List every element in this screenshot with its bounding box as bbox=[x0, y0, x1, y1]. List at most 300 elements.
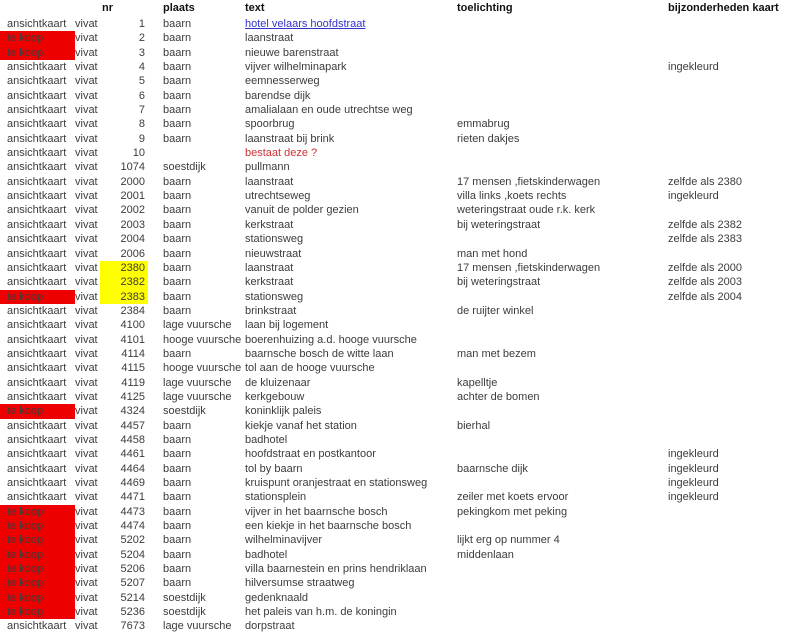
nr-cell: 2382 bbox=[100, 275, 148, 289]
bijzonderheden-cell bbox=[666, 562, 799, 576]
type-cell: ansichtkaart bbox=[7, 261, 67, 274]
brand-cell: vivat bbox=[75, 477, 98, 489]
nr-cell: 6 bbox=[138, 89, 145, 102]
toelichting-cell: bij weteringstraat bbox=[457, 276, 541, 289]
type-cell: ansichtkaart bbox=[7, 620, 67, 633]
table-row bbox=[0, 189, 799, 203]
text-cell bbox=[243, 476, 455, 490]
table-row bbox=[0, 203, 799, 217]
toelichting-cell: middenlaan bbox=[457, 548, 514, 561]
toelichting-cell bbox=[455, 74, 666, 88]
type-cell: ansichtkaart bbox=[7, 18, 67, 30]
text-cell bbox=[243, 218, 455, 232]
text-cell bbox=[243, 591, 455, 605]
plaats-cell: baarn bbox=[163, 247, 192, 260]
text-cell bbox=[243, 203, 455, 217]
text-cell bbox=[243, 562, 455, 576]
nr-cell: 4101 bbox=[120, 333, 145, 346]
table-row bbox=[0, 505, 799, 519]
toelichting-cell: emmabrug bbox=[457, 118, 510, 131]
text-cell bbox=[243, 46, 455, 60]
nr-cell: 2 bbox=[138, 32, 145, 45]
plaats-cell: baarn bbox=[163, 347, 192, 360]
brand-cell: vivat bbox=[75, 118, 98, 131]
bijzonderheden-cell bbox=[666, 146, 799, 160]
text-value: laanstraat bbox=[245, 261, 294, 274]
nr-cell: 4 bbox=[138, 61, 145, 74]
text-cell bbox=[243, 347, 455, 361]
nr-cell: 9 bbox=[138, 132, 145, 145]
toelichting-cell bbox=[455, 605, 666, 619]
plaats-cell: baarn bbox=[163, 505, 192, 518]
bijzonderheden-cell bbox=[666, 390, 799, 404]
table-row bbox=[0, 46, 799, 60]
header-type bbox=[0, 0, 75, 17]
text-cell bbox=[243, 533, 455, 547]
nr-cell: 4457 bbox=[120, 419, 145, 432]
nr-cell: 2001 bbox=[120, 190, 145, 203]
type-cell: ansichtkaart bbox=[7, 175, 67, 188]
table-row bbox=[0, 74, 799, 88]
type-cell: ansichtkaart bbox=[7, 333, 67, 346]
text-value: dorpstraat bbox=[245, 620, 295, 633]
bijzonderheden-cell bbox=[666, 433, 799, 447]
text-value: stationsweg bbox=[245, 233, 304, 246]
brand-cell: vivat bbox=[75, 620, 98, 633]
text-value: vijver wilhelminapark bbox=[245, 61, 347, 74]
text-value: een kiekje in het baarnsche bosch bbox=[245, 520, 412, 533]
nr-cell: 4119 bbox=[121, 376, 145, 389]
toelichting-cell bbox=[455, 17, 666, 31]
type-cell: ansichtkaart bbox=[7, 89, 67, 102]
plaats-cell: baarn bbox=[163, 118, 192, 131]
plaats-cell: baarn bbox=[163, 190, 192, 203]
plaats-cell: baarn bbox=[163, 104, 192, 117]
text-value: kiekje vanaf het station bbox=[245, 419, 357, 432]
plaats-cell: baarn bbox=[163, 204, 192, 217]
text-value: pullmann bbox=[245, 161, 290, 174]
bijzonderheden-cell: zelfde als 2380 bbox=[668, 175, 742, 188]
nr-cell: 5214 bbox=[120, 591, 145, 604]
text-cell bbox=[243, 433, 455, 447]
header-nr: nr bbox=[102, 2, 113, 14]
toelichting-cell bbox=[455, 404, 666, 418]
nr-cell: 2006 bbox=[120, 247, 145, 260]
nr-cell: 8 bbox=[138, 118, 145, 131]
text-cell bbox=[243, 160, 455, 174]
toelichting-cell: 17 mensen ,fietskinderwagen bbox=[457, 175, 601, 188]
toelichting-cell bbox=[455, 290, 666, 304]
text-value: spoorbrug bbox=[245, 118, 295, 131]
table-row bbox=[0, 160, 799, 174]
text-cell bbox=[243, 576, 455, 590]
bijzonderheden-cell bbox=[666, 160, 799, 174]
text-value: tol by baarn bbox=[245, 462, 303, 475]
plaats-cell: baarn bbox=[163, 18, 192, 30]
brand-cell: vivat bbox=[75, 261, 98, 274]
nr-cell: 2000 bbox=[120, 175, 145, 188]
header-bijzonderheden: bijzonderheden kaart bbox=[668, 2, 779, 14]
nr-cell: 1074 bbox=[120, 161, 145, 174]
table-row bbox=[0, 433, 799, 447]
text-cell bbox=[243, 117, 455, 131]
brand-cell: vivat bbox=[75, 290, 98, 303]
brand-cell: vivat bbox=[75, 491, 98, 504]
text-value: boerenhuizing a.d. hooge vuursche bbox=[245, 333, 417, 346]
text-cell bbox=[243, 390, 455, 404]
text-cell bbox=[243, 505, 455, 519]
bijzonderheden-cell bbox=[666, 519, 799, 533]
type-cell: te koop bbox=[0, 591, 75, 605]
plaats-cell: baarn bbox=[163, 290, 192, 303]
toelichting-cell bbox=[455, 232, 666, 246]
toelichting-cell: lijkt erg op nummer 4 bbox=[457, 534, 560, 547]
nr-cell: 5236 bbox=[120, 606, 145, 619]
toelichting-cell bbox=[455, 160, 666, 174]
table-row bbox=[0, 247, 799, 261]
nr-cell: 5202 bbox=[120, 534, 145, 547]
plaats-cell: baarn bbox=[163, 563, 192, 576]
brand-cell: vivat bbox=[75, 548, 98, 561]
text-value: laanstraat bbox=[245, 175, 294, 188]
table-row bbox=[0, 103, 799, 117]
brand-cell: vivat bbox=[75, 75, 98, 88]
brand-cell: vivat bbox=[75, 390, 98, 403]
text-value: baarnsche bosch de witte laan bbox=[245, 347, 394, 360]
plaats-cell: lage vuursche bbox=[163, 390, 232, 403]
plaats-cell bbox=[148, 146, 243, 160]
table-row bbox=[0, 476, 799, 490]
nr-cell: 2383 bbox=[100, 290, 148, 304]
text-value: utrechtseweg bbox=[245, 190, 311, 203]
type-cell: ansichtkaart bbox=[7, 433, 67, 446]
table-row bbox=[0, 419, 799, 433]
toelichting-cell bbox=[455, 619, 666, 633]
brand-cell: vivat bbox=[75, 505, 98, 518]
brand-cell: vivat bbox=[75, 104, 98, 117]
type-cell: ansichtkaart bbox=[7, 247, 67, 260]
nr-cell: 4461 bbox=[120, 448, 145, 461]
table-row bbox=[0, 462, 799, 476]
nr-cell: 5206 bbox=[120, 563, 145, 576]
plaats-cell: lage vuursche bbox=[163, 620, 232, 633]
brand-cell: vivat bbox=[75, 276, 98, 289]
text-cell bbox=[243, 490, 455, 504]
brand-cell: vivat bbox=[75, 161, 98, 174]
toelichting-cell bbox=[455, 60, 666, 74]
plaats-cell: baarn bbox=[163, 32, 192, 45]
table-row bbox=[0, 117, 799, 131]
table-row bbox=[0, 533, 799, 547]
toelichting-cell bbox=[455, 333, 666, 347]
type-cell: ansichtkaart bbox=[7, 376, 67, 389]
text-cell bbox=[243, 619, 455, 633]
type-cell: te koop bbox=[0, 605, 75, 619]
toelichting-cell: villa links ,koets rechts bbox=[457, 190, 567, 203]
text-cell bbox=[243, 31, 455, 45]
toelichting-cell bbox=[455, 318, 666, 332]
type-cell: ansichtkaart bbox=[7, 319, 67, 332]
header-toelichting: toelichting bbox=[457, 2, 513, 14]
bijzonderheden-cell bbox=[666, 333, 799, 347]
type-cell: te koop bbox=[0, 576, 75, 590]
text-cell bbox=[243, 548, 455, 562]
type-cell: te koop bbox=[0, 31, 75, 45]
text-value: wilhelminavijver bbox=[245, 534, 323, 547]
nr-cell: 2384 bbox=[120, 304, 145, 317]
toelichting-cell: achter de bomen bbox=[457, 390, 540, 403]
bijzonderheden-cell bbox=[666, 89, 799, 103]
toelichting-cell bbox=[455, 562, 666, 576]
text-cell bbox=[243, 60, 455, 74]
toelichting-cell bbox=[455, 447, 666, 461]
type-cell: ansichtkaart bbox=[7, 304, 67, 317]
nr-cell: 7 bbox=[138, 104, 145, 117]
header-row bbox=[0, 0, 799, 17]
nr-cell: 7673 bbox=[120, 620, 145, 633]
plaats-cell: baarn bbox=[163, 304, 192, 317]
table-row bbox=[0, 490, 799, 504]
toelichting-cell bbox=[455, 31, 666, 45]
table-row bbox=[0, 591, 799, 605]
brand-cell: vivat bbox=[75, 175, 98, 188]
bijzonderheden-cell bbox=[666, 117, 799, 131]
text-cell bbox=[243, 304, 455, 318]
text-value: badhotel bbox=[245, 548, 288, 561]
toelichting-cell: bierhal bbox=[457, 419, 491, 432]
bijzonderheden-cell bbox=[666, 505, 799, 519]
text-value: stationsweg bbox=[245, 290, 304, 303]
text-cell bbox=[243, 447, 455, 461]
plaats-cell: baarn bbox=[163, 218, 192, 231]
plaats-cell: baarn bbox=[163, 132, 192, 145]
toelichting-cell bbox=[455, 103, 666, 117]
table-row bbox=[0, 318, 799, 332]
plaats-cell: baarn bbox=[163, 276, 192, 289]
brand-cell: vivat bbox=[75, 591, 98, 604]
type-cell: ansichtkaart bbox=[7, 204, 67, 217]
text-cell bbox=[243, 189, 455, 203]
bijzonderheden-cell bbox=[666, 74, 799, 88]
text-value: brinkstraat bbox=[245, 304, 297, 317]
bijzonderheden-cell: ingekleurd bbox=[668, 190, 719, 203]
type-cell: ansichtkaart bbox=[7, 218, 67, 231]
bijzonderheden-cell bbox=[666, 17, 799, 31]
toelichting-cell: man met bezem bbox=[457, 347, 536, 360]
text-value: kerkstraat bbox=[245, 276, 294, 289]
type-cell: ansichtkaart bbox=[7, 448, 67, 461]
text-cell bbox=[243, 462, 455, 476]
text-cell bbox=[243, 103, 455, 117]
plaats-cell: hooge vuursche bbox=[163, 362, 242, 375]
text-cell bbox=[243, 519, 455, 533]
type-cell: te koop bbox=[0, 505, 75, 519]
type-cell: ansichtkaart bbox=[7, 104, 67, 117]
type-cell: ansichtkaart bbox=[7, 75, 67, 88]
table-row bbox=[0, 390, 799, 404]
text-value: eemnesserweg bbox=[245, 75, 320, 88]
text-cell bbox=[243, 232, 455, 246]
toelichting-cell: zeiler met koets ervoor bbox=[457, 491, 569, 504]
brand-cell: vivat bbox=[75, 333, 98, 346]
table-row bbox=[0, 89, 799, 103]
bijzonderheden-cell bbox=[666, 548, 799, 562]
text-value: villa baarnestein en prins hendriklaan bbox=[245, 563, 427, 576]
text-value: hilversumse straatweg bbox=[245, 577, 355, 590]
bijzonderheden-cell bbox=[666, 576, 799, 590]
plaats-cell: baarn bbox=[163, 491, 192, 504]
brand-cell: vivat bbox=[75, 89, 98, 102]
text-value: hoofdstraat en postkantoor bbox=[245, 448, 376, 461]
text-cell bbox=[243, 17, 455, 31]
table-row bbox=[0, 519, 799, 533]
bijzonderheden-cell bbox=[666, 376, 799, 390]
text-cell bbox=[243, 376, 455, 390]
bijzonderheden-cell bbox=[666, 132, 799, 146]
text-value: nieuwe barenstraat bbox=[245, 46, 339, 59]
plaats-cell: soestdijk bbox=[163, 591, 206, 604]
plaats-cell: hooge vuursche bbox=[163, 333, 242, 346]
brand-cell: vivat bbox=[75, 577, 98, 590]
header-plaats: plaats bbox=[163, 2, 195, 14]
type-cell: ansichtkaart bbox=[7, 491, 67, 504]
brand-cell: vivat bbox=[75, 362, 98, 375]
toelichting-cell bbox=[455, 576, 666, 590]
toelichting-cell: 17 mensen ,fietskinderwagen bbox=[457, 261, 601, 274]
type-cell: te koop bbox=[0, 46, 75, 60]
bijzonderheden-cell bbox=[666, 247, 799, 261]
nr-cell: 4474 bbox=[120, 520, 145, 533]
text-cell bbox=[243, 275, 455, 289]
type-cell: ansichtkaart bbox=[7, 132, 67, 145]
nr-cell: 4473 bbox=[120, 505, 145, 518]
type-cell: ansichtkaart bbox=[7, 390, 67, 403]
table-row bbox=[0, 347, 799, 361]
toelichting-cell: de ruijter winkel bbox=[457, 304, 534, 317]
plaats-cell: baarn bbox=[163, 75, 192, 88]
nr-cell: 2380 bbox=[100, 261, 148, 275]
brand-cell: vivat bbox=[75, 61, 98, 74]
table-row bbox=[0, 361, 799, 375]
brand-cell: vivat bbox=[75, 233, 98, 246]
brand-cell: vivat bbox=[75, 563, 98, 576]
table-row bbox=[0, 576, 799, 590]
type-cell: ansichtkaart bbox=[7, 233, 67, 246]
brand-cell: vivat bbox=[75, 520, 98, 533]
toelichting-cell: man met hond bbox=[457, 247, 528, 260]
table-row bbox=[0, 304, 799, 318]
bijzonderheden-cell bbox=[666, 203, 799, 217]
brand-cell: vivat bbox=[75, 433, 98, 446]
text-cell bbox=[243, 361, 455, 375]
toelichting-cell bbox=[455, 591, 666, 605]
plaats-cell: baarn bbox=[163, 534, 192, 547]
text-value: nieuwstraat bbox=[245, 247, 302, 260]
table-row bbox=[0, 60, 799, 74]
nr-cell: 10 bbox=[132, 147, 145, 160]
brand-cell: vivat bbox=[75, 534, 98, 547]
brand-cell: vivat bbox=[75, 376, 98, 389]
text-value: de kluizenaar bbox=[245, 376, 311, 389]
table-row bbox=[0, 31, 799, 45]
table-row bbox=[0, 261, 799, 275]
nr-cell: 5 bbox=[138, 75, 145, 88]
text-value: barendse dijk bbox=[245, 89, 311, 102]
toelichting-cell bbox=[455, 89, 666, 103]
text-cell bbox=[243, 404, 455, 418]
type-cell: te koop bbox=[0, 548, 75, 562]
text-cell bbox=[243, 132, 455, 146]
brand-cell: vivat bbox=[75, 46, 98, 59]
toelichting-cell bbox=[455, 433, 666, 447]
bijzonderheden-cell: zelfde als 2004 bbox=[668, 290, 742, 303]
text-value: bestaat deze ? bbox=[245, 147, 318, 160]
bijzonderheden-cell: ingekleurd bbox=[668, 61, 719, 74]
table-row bbox=[0, 548, 799, 562]
type-cell: ansichtkaart bbox=[7, 362, 67, 375]
table-row bbox=[0, 290, 799, 304]
table-row bbox=[0, 605, 799, 619]
type-cell: ansichtkaart bbox=[7, 147, 67, 160]
brand-cell: vivat bbox=[75, 218, 98, 231]
text-value: koninklijk paleis bbox=[245, 405, 322, 418]
nr-cell: 4115 bbox=[121, 362, 145, 375]
table-row bbox=[0, 218, 799, 232]
plaats-cell: baarn bbox=[163, 89, 192, 102]
text-cell bbox=[243, 146, 455, 160]
type-cell: ansichtkaart bbox=[7, 276, 67, 289]
bijzonderheden-cell: zelfde als 2003 bbox=[668, 276, 742, 289]
toelichting-cell bbox=[455, 519, 666, 533]
brand-cell: vivat bbox=[75, 419, 98, 432]
table-row bbox=[0, 333, 799, 347]
postcard-link[interactable]: hotel velaars hoofdstraat bbox=[245, 18, 366, 30]
plaats-cell: baarn bbox=[163, 548, 192, 561]
nr-cell: 4125 bbox=[120, 390, 145, 403]
type-cell: ansichtkaart bbox=[7, 190, 67, 203]
toelichting-cell: pekingkom met peking bbox=[457, 505, 568, 518]
type-cell: ansichtkaart bbox=[7, 118, 67, 131]
text-value: laanstraat bbox=[245, 32, 294, 45]
nr-cell: 4471 bbox=[120, 491, 145, 504]
toelichting-cell bbox=[455, 146, 666, 160]
bijzonderheden-cell: ingekleurd bbox=[668, 448, 719, 461]
table-row bbox=[0, 376, 799, 390]
plaats-cell: baarn bbox=[163, 61, 192, 74]
plaats-cell: baarn bbox=[163, 419, 192, 432]
type-cell: ansichtkaart bbox=[7, 462, 67, 475]
bijzonderheden-cell: zelfde als 2383 bbox=[668, 233, 742, 246]
brand-cell: vivat bbox=[75, 204, 98, 217]
bijzonderheden-cell bbox=[666, 404, 799, 418]
text-value: kerkstraat bbox=[245, 218, 294, 231]
bijzonderheden-cell bbox=[666, 347, 799, 361]
bijzonderheden-cell bbox=[666, 103, 799, 117]
text-cell bbox=[243, 419, 455, 433]
bijzonderheden-cell: zelfde als 2382 bbox=[668, 218, 742, 231]
text-cell bbox=[243, 74, 455, 88]
bijzonderheden-cell bbox=[666, 304, 799, 318]
plaats-cell: baarn bbox=[163, 175, 192, 188]
brand-cell: vivat bbox=[75, 347, 98, 360]
text-value: het paleis van h.m. de koningin bbox=[245, 606, 397, 619]
bijzonderheden-cell bbox=[666, 419, 799, 433]
table-row bbox=[0, 17, 799, 31]
plaats-cell: lage vuursche bbox=[163, 319, 232, 332]
text-value: laan bij logement bbox=[245, 319, 329, 332]
text-value: badhotel bbox=[245, 433, 288, 446]
table-row bbox=[0, 619, 799, 633]
